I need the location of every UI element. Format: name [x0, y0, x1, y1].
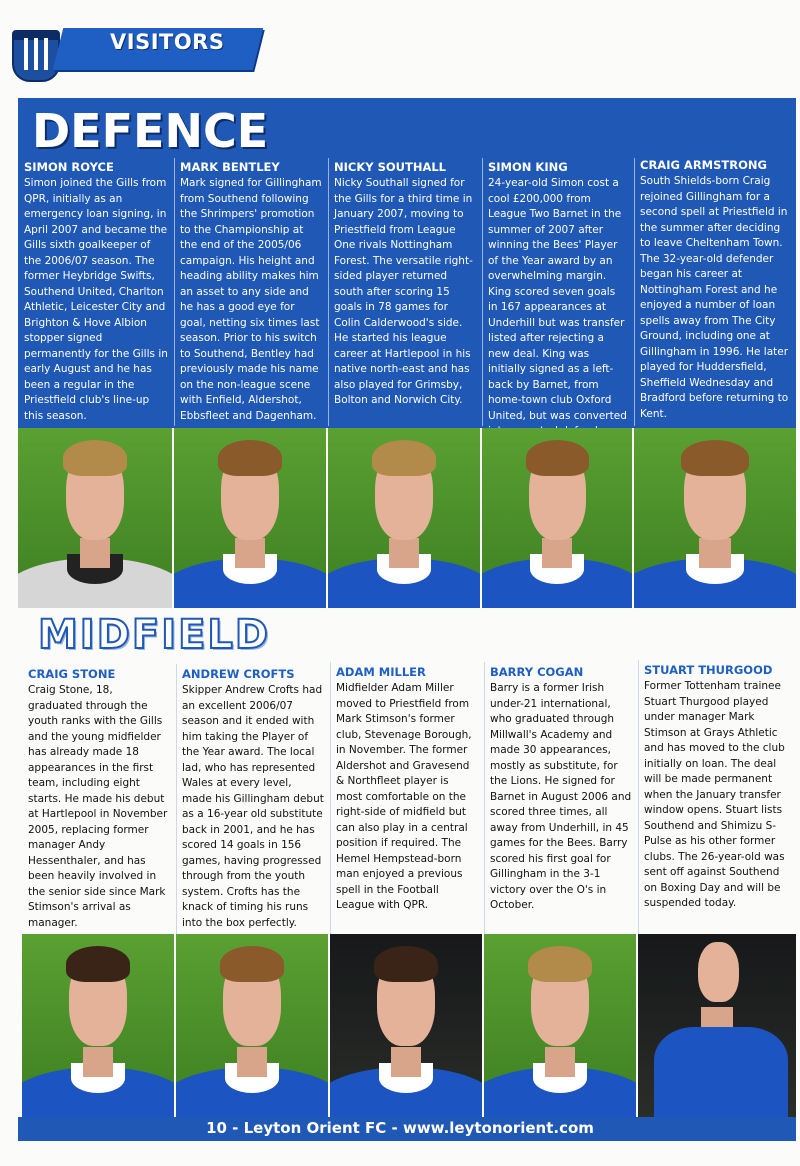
player-hair — [374, 946, 438, 982]
player-card — [638, 663, 798, 912]
player-shirt — [654, 1027, 788, 1117]
player-hair — [372, 440, 436, 476]
player-name: ADAM MILLER — [336, 665, 426, 679]
player-bio: Barry is a former Irish under-21 international, who graduated through Millwall's Academy and made 30 appearances, mostly as substitute, for the Lions. He signed for Barnet in August 2006 and scored three times, all away from Underhill, in 45 games for the Bees. Barry scored his first goal for Gillingham in the 3-1 victory over the O's in October. — [490, 682, 632, 911]
crest-stripe — [24, 38, 28, 70]
player-name: ANDREW CROFTS — [182, 667, 295, 681]
player-hair — [218, 440, 282, 476]
player-name: CRAIG STONE — [28, 667, 116, 681]
gillingham-crest-icon — [12, 30, 60, 82]
column-divider — [634, 158, 635, 426]
player-card — [634, 158, 796, 422]
player-neck — [701, 1007, 733, 1027]
player-name: NICKY SOUTHALL — [334, 160, 447, 174]
player-name: CRAIG ARMSTRONG — [640, 158, 767, 172]
player-photo — [634, 428, 796, 608]
player-photo — [22, 934, 174, 1117]
player-hair — [528, 946, 592, 982]
player-neck — [699, 538, 731, 568]
player-card — [22, 667, 176, 931]
player-neck — [235, 538, 265, 568]
player-hair — [63, 440, 128, 476]
visitors-label: VISITORS — [110, 30, 225, 54]
player-card — [176, 667, 330, 931]
player-bio: South Shields-born Craig rejoined Gillingham for a second spell at Priestfield in the summer after deciding to leave Cheltenham Town. The 32-year-old defender began his career at Nottingham Forest and he enjoyed a number of loan spells away from The City Ground, including one at Gillingham in 1996. He later played for Huddersfield, Sheffield Wednesday and Bradford before returning to Kent. — [640, 175, 789, 420]
player-bio: Skipper Andrew Crofts had an excellent 2006/07 season and it ended with him taking the Player of the Year award. The local lad, who has represented Wales at every level, made his Gillingham debut as a 16-year old substitute back in 2001, and he has scored 14 goals in 156 games, having progressed through from the youth system. Crofts has the knack of timing his runs into the box perfectly. — [182, 684, 324, 929]
player-card — [18, 160, 174, 424]
player-name: SIMON ROYCE — [24, 160, 114, 174]
player-photo — [18, 428, 172, 608]
player-name: STUART THURGOOD — [644, 663, 773, 677]
player-card — [330, 665, 484, 914]
player-bio: 24-year-old Simon cost a cool £200,000 from League Two Barnet in the summer of 2007 after winning the Bees' Player of the Year award by an overwhelming margin. King scored seven goals in 167 appearances at Underhill but was transfer listed after rejecting a new deal. King was initially signed as a left-back by Barnet, from home-town club Oxford United, but was converted — [488, 177, 627, 422]
column-divider — [638, 660, 639, 934]
player-bio: Former Tottenham trainee Stuart Thurgood played under manager Mark Stimson at Grays Athletic and has moved to the club initially on loan. The deal will be made permanent when the January transfer window opens. Stuart lists Southend and Shimizu S-Pulse as his other former clubs. The 26-year-old was sent off against Southend on Boxing Day and will be suspended today. — [644, 680, 785, 909]
player-hair — [66, 946, 130, 982]
footer-text: 10 - Leyton Orient FC - www.leytonorient.com — [206, 1119, 594, 1137]
player-name: MARK BENTLEY — [180, 160, 280, 174]
player-hair — [220, 946, 284, 982]
crest-stripe — [44, 38, 48, 70]
player-neck — [389, 538, 419, 568]
player-name: SIMON KING — [488, 160, 568, 174]
column-divider — [484, 662, 485, 934]
player-bio: Mark signed for Gillingham from Southend following the Shrimpers' promotion to the Championship at the end of the 2005/06 campaign. His height and heading ability makes him an asset to any side and he has a good eye for goal, netting six times last season. Prior to his switch to Southend, Bentley had previously made his name on the non-league scene with Enfield, Aldershot, Ebbsfleet and Dagenham. — [180, 177, 322, 422]
column-divider — [176, 664, 177, 934]
player-bio: Midfielder Adam Miller moved to Priestfield from Mark Stimson's former club, Stevenage Borough, in November. The former Aldershot and Gravesend & Northfleet player is most comfortable on the right-side of midfield but can also play in a central position if required. The Hemel Hempstead-born man enjoyed a previous spell in the Football League with QPR. — [336, 682, 472, 911]
player-neck — [83, 1047, 113, 1077]
column-divider — [328, 158, 329, 426]
player-neck — [237, 1047, 267, 1077]
player-bio: Nicky Southall signed for the Gills for a third time in January 2007, moving to Priestfield from League One rivals Nottingham Forest. The versatile right-sided player returned south after scoring 15 goals in 78 games for Colin Calderwood's side. He started his league career at Hartlepool in his native north-east and has also played for Grimsby, Bolton and Norwich City. — [334, 177, 473, 406]
player-card — [482, 160, 634, 440]
player-card — [174, 160, 328, 424]
player-bio: Simon joined the Gills from QPR, initially as an emergency loan signing, in April 2007 and became the Gills sixth goalkeeper of the 2006/07 season. The former Heybridge Swifts, Southend United, Charlton Athletic, Leicester City and Brighton & Hove Albion stopper signed permanently for the Gills in early August and he has been a regular in the Priestfield club's line-up this season. — [24, 177, 168, 422]
player-photo — [482, 428, 632, 608]
defence-title: DEFENCE — [32, 104, 269, 158]
player-neck — [80, 538, 111, 568]
midfield-title: MIDFIELD — [38, 612, 271, 658]
player-photo — [176, 934, 328, 1117]
column-divider — [330, 662, 331, 934]
player-neck — [391, 1047, 421, 1077]
player-photo — [484, 934, 636, 1117]
player-neck — [542, 538, 572, 568]
player-photo — [328, 428, 480, 608]
column-divider — [482, 158, 483, 426]
player-hair — [681, 440, 749, 476]
player-photo — [174, 428, 326, 608]
player-photo — [330, 934, 482, 1117]
player-card — [328, 160, 482, 409]
column-divider — [174, 158, 175, 426]
player-neck — [545, 1047, 575, 1077]
crest-stripe — [34, 38, 38, 70]
player-action-photo — [638, 934, 796, 1117]
player-bio: Craig Stone, 18, graduated through the youth ranks with the Gills and the young midfielder has already made 18 appearances in the first team, including eight starts. He made his debut at Hartlepool in November 2005, replacing former manager Andy Hessenthaler, and has been heavily involved in the senior side since Mark Stimson's arrival as manager. — [28, 684, 168, 929]
player-hair — [526, 440, 589, 476]
player-head — [698, 942, 739, 1002]
player-name: BARRY COGAN — [490, 665, 584, 679]
player-card — [484, 665, 638, 914]
